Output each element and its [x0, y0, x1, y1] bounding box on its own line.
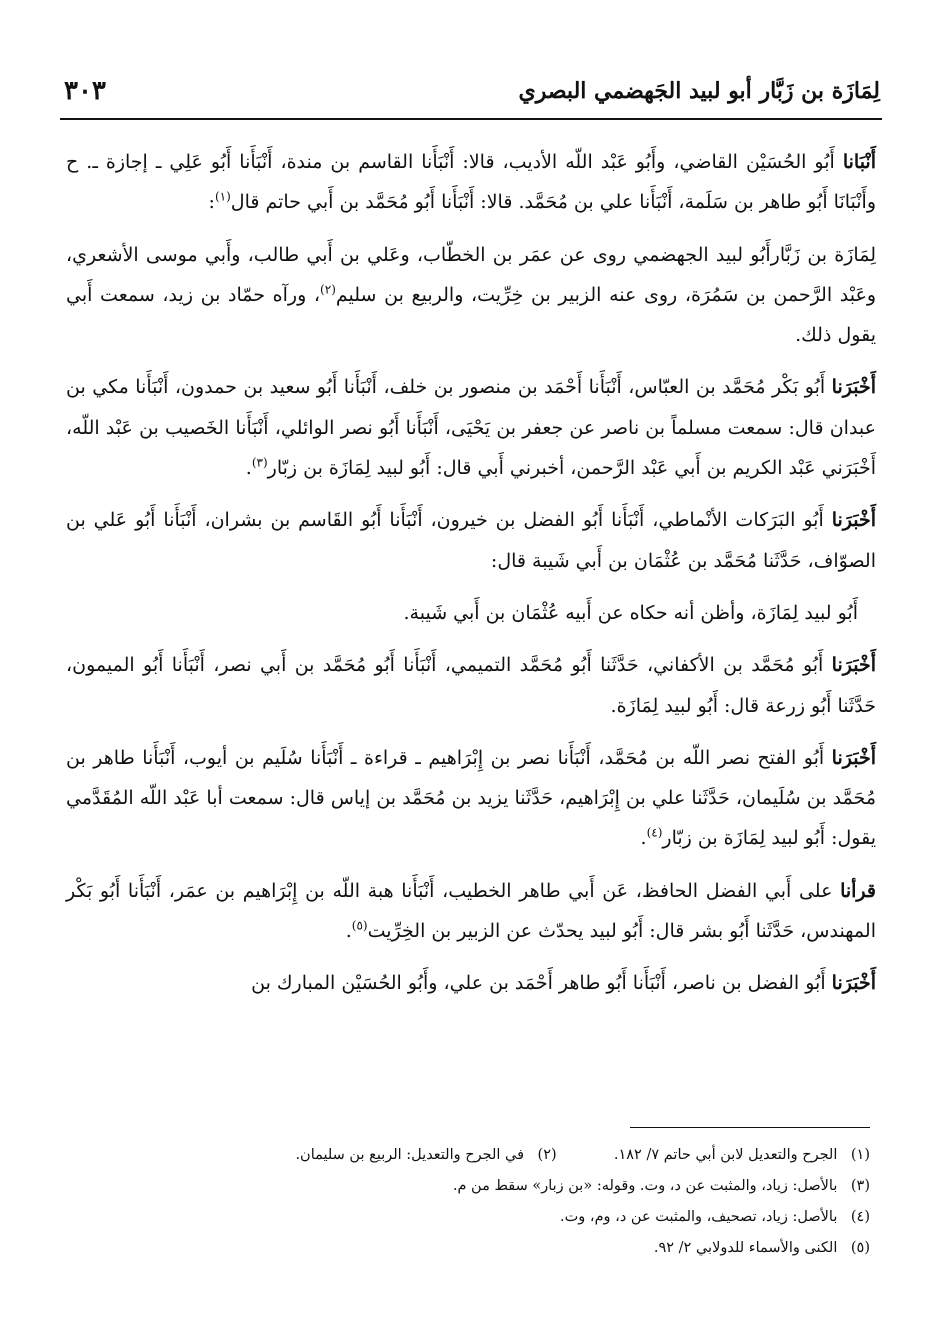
running-header: [60, 74, 880, 114]
footnote: [100, 1202, 870, 1233]
footnote-rule: [630, 1127, 870, 1128]
paragraph-lead: أَخْبَرَنا: [831, 972, 876, 995]
paragraph-lead: أَخْبَرَنا: [831, 509, 877, 532]
paragraph: [66, 871, 876, 952]
quoted-paragraph: [66, 593, 876, 633]
header-rule: [60, 118, 882, 120]
paragraph-lead: أَخْبَرَنا: [831, 654, 876, 677]
paragraph-lead: أَخْبَرَنا: [831, 746, 876, 769]
paragraph: [66, 645, 876, 726]
footnote-ref: (٥): [351, 918, 368, 933]
paragraph-tail: .: [345, 920, 352, 943]
footnote-number: (٤): [850, 1209, 870, 1225]
paragraph-tail: .: [640, 827, 647, 850]
body-text: [66, 142, 876, 1016]
paragraph: [66, 500, 876, 581]
footnote-text: بالأصل: زياد، تصحيف، والمثبت عن د، وم، وت.: [560, 1209, 838, 1225]
header-title: لِمَازَة بن زَبَّار أبو لبيد الجَهضمي البصري: [518, 78, 880, 104]
paragraph-text: أَبُو الفضل بن ناصر، أَنْبَأَنا أَبُو طاهر أَحْمَد بن علي، وأَبُو الحُسَيْن المبارك بن: [251, 972, 832, 995]
paragraph-text: أَبُو بَكْر مُحَمَّد بن العبّاس، أَنْبَأَنا أَحْمَد بن منصور بن خلف، أَنْبَأَنا أَبُو سعيد بن حمدون، أَنْبَأَنا مكي بن عبدان قال: سمعت مسلماً بن ناصر عن جعفر بن يَحْيَى، أَنْبَأَنا أَبُو نصر الوائلي، أَنْبَأَنا الخَصيب بن عَبْد اللّه، أَخْبَرَني عَبْد الكريم بن أَبي عَبْد الرَّحمن، أخبرني أَبي قال: أَبُو لبيد لِمَازَة بن زبّار: [66, 376, 876, 480]
footnotes: [100, 1140, 870, 1264]
paragraph-text: لِمَازَة بن زَبَّارأَبُو لبيد الجهضمي روى عن عمَر بن الخطّاب، وعَلي بن أَبي طالب، وأَبي موسى الأشعري، وعَبْد الرَّحمن بن سَمُرَة، روى عنه الزبير بن خِرِّيت، والربيع بن سليم: [66, 243, 876, 306]
paragraph-lead: أَنْبَانا: [842, 151, 876, 173]
footnote-number: (٣): [850, 1178, 870, 1194]
footnote-number: (١): [850, 1147, 870, 1163]
footnote: [100, 1171, 870, 1202]
footnote-text: الجرح والتعديل لابن أبي حاتم ٧/ ١٨٢.: [613, 1147, 838, 1163]
paragraph-text: أَبُو لبيد لِمَازَة، وأظن أنه حكاه عن أَبيه عُثْمَان بن أَبي شَيبة.: [403, 601, 858, 624]
paragraph: [66, 142, 876, 223]
paragraph-text: أَبُو الفتح نصر اللّه بن مُحَمَّد، أَنْبَأَنا نصر بن إِبْرَاهيم ـ قراءة ـ أَنْبَأَنا سُلَيم بن أيوب، أَنْبَأَنا طاهر بن مُحَمَّد بن سُلَيمان، حَدَّثَنا علي بن إِبْرَاهيم، حَدَّثَنا يزيد بن مُحَمَّد بن إياس قال: سمعت أبا عَبْد اللّه المُقَدَّمي يقول: أَبُو لبيد لِمَازَة بن زبّار: [66, 746, 876, 850]
page-number: ٣٠٣: [64, 76, 106, 106]
footnote-number: (٢): [537, 1147, 557, 1163]
paragraph-text: أَبُو مُحَمَّد بن الأكفاني، حَدَّثَنا أَبُو مُحَمَّد التميمي، أَنْبَأَنا أَبُو مُحَمَّد بن أَبي نصر، أَنْبَأَنا أَبُو الميمون، حَدَّثَنا أَبُو زرعة قال: أَبُو لبيد لِمَازَة.: [66, 654, 876, 717]
footnote-text: بالأصل: زياد، والمثبت عن د، وت. وقوله: «بن زبار» سقط من م.: [452, 1178, 838, 1194]
footnote: [100, 1140, 870, 1171]
paragraph-text: أَبُو الحُسَيْن القاضي، وأَبُو عَبْد اللّه الأديب، قالا: أَنْبَأَنا القاسم بن مندة، أَنْبَأَنا أَبُو عَلِي ـ إجازة ـ. ح وأَنْبَانَا أَبُو طاهر بن سَلَمة، أَنْبَأَنا علي بن مُحَمَّد. قالا: أَنْبَأَنا أَبُو مُحَمَّد بن أَبي حاتم قال: [66, 151, 876, 214]
paragraph: [66, 235, 876, 356]
paragraph-text: على أَبي الفضل الحافظ، عَن أَبي طاهر الخطيب، أَنْبَأَنا هبة اللّه بن إِبْرَاهيم بن عمَر، أَنْبَأَنا أَبُو بَكْر المهندس، حَدَّثَنا أَبُو بشر قال: أَبُو لبيد يحدّث عن الزبير بن الخِرِّيت: [66, 879, 876, 943]
paragraph-text: أَبُو البَرَكات الأنْماطي، أَنْبَأَنا أَبُو الفضل بن خيرون، أَنْبَأَنا أَبُو القَاسم بن بشران، أَنْبَأَنا أَبُو عَلي بن الصوّاف، حَدَّثَنا مُحَمَّد بن عُثْمَان بن أَبي شَيبة قال:: [66, 509, 876, 572]
paragraph: [66, 367, 876, 488]
footnote-ref: (١): [214, 189, 231, 204]
footnote-number: (٥): [850, 1240, 870, 1256]
footnote-ref: (٢): [320, 282, 336, 297]
paragraph-lead: قرأنا: [840, 879, 876, 902]
paragraph-tail: :: [208, 191, 215, 214]
footnote-ref: (٤): [646, 826, 663, 841]
paragraph: [66, 738, 876, 859]
footnote-ref: (٣): [251, 455, 268, 470]
paragraph-tail: .: [245, 457, 252, 480]
footnote-text: في الجرح والتعديل: الربيع بن سليمان.: [295, 1147, 525, 1163]
paragraph: [66, 963, 876, 1003]
paragraph-tail: ، ورآه حمّاد بن زيد، سمعت أَبي يقول ذلك.: [66, 283, 876, 347]
paragraph-lead: أَخْبَرَنا: [831, 376, 876, 399]
footnote-text: الكنى والأسماء للدولابي ٢/ ٩٢.: [653, 1240, 838, 1256]
footnote: [100, 1233, 870, 1264]
